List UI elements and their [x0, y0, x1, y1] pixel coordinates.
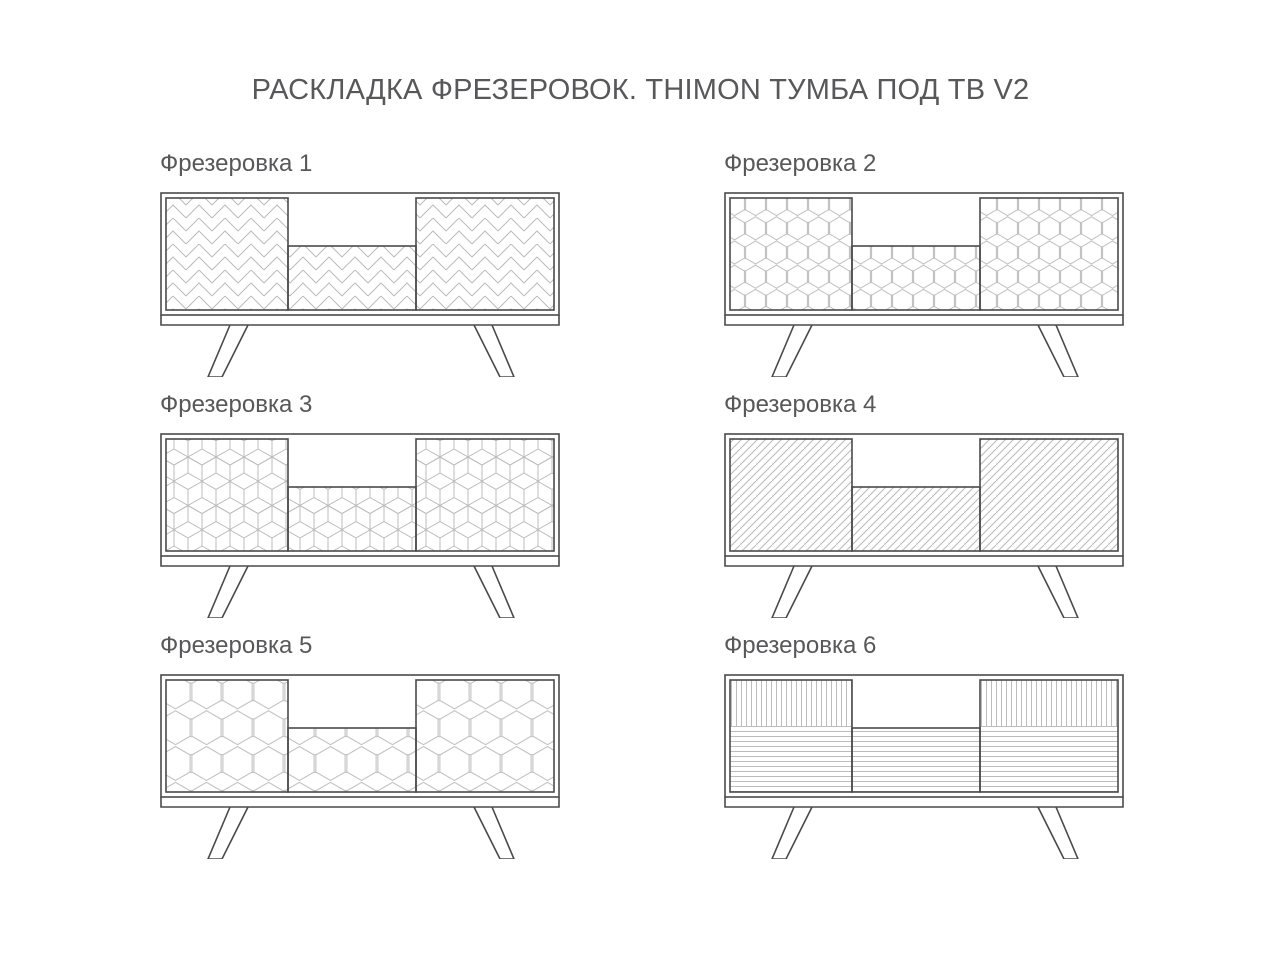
unit-card-4[interactable]	[724, 391, 1281, 632]
unit-card-3[interactable]	[160, 391, 725, 632]
unit-label-1: Фрезеровка 1	[160, 150, 313, 177]
cabinet-drawing-6	[724, 674, 1124, 859]
unit-label-6: Фрезеровка 6	[724, 632, 877, 659]
cabinet-drawing-5	[160, 674, 560, 859]
unit-card-2[interactable]	[724, 150, 1281, 391]
unit-label-5: Фрезеровка 5	[160, 632, 313, 659]
cabinet-drawing-4	[724, 433, 1124, 618]
cabinet-drawing-2	[724, 192, 1124, 377]
unit-card-6[interactable]	[724, 632, 1281, 873]
unit-card-1[interactable]	[160, 150, 725, 391]
page-title: РАСКЛАДКА ФРЕЗЕРОВОК. THIMON ТУМБА ПОД ТВ V2	[251, 74, 1030, 106]
unit-card-5[interactable]	[160, 632, 725, 873]
unit-label-4: Фрезеровка 4	[724, 391, 877, 418]
cabinet-drawing-3	[160, 433, 560, 618]
unit-label-2: Фрезеровка 2	[724, 150, 877, 177]
cabinet-drawing-1	[160, 192, 560, 377]
unit-label-3: Фрезеровка 3	[160, 391, 313, 418]
